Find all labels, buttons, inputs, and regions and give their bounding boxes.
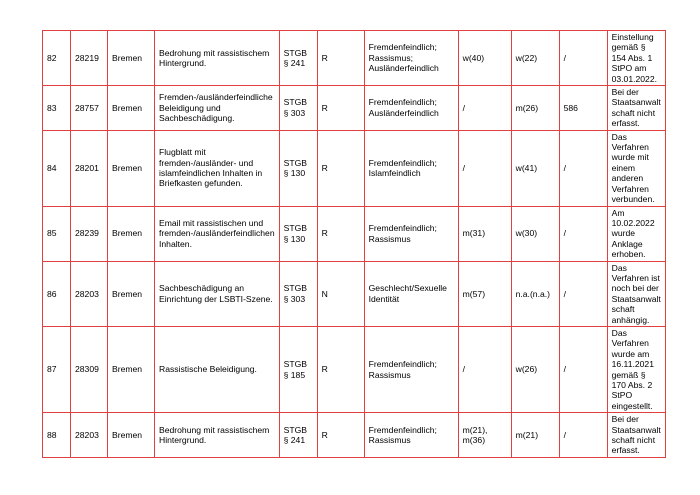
cell-art: R: [317, 86, 364, 131]
cell-norm: STGB § 303: [279, 86, 317, 131]
cell-plz: 28219: [71, 31, 108, 86]
cell-motiv: Fremdenfeindlich; Islamfeindlich: [364, 130, 458, 206]
cell-stand: Bei der Staatsanwalt schaft nicht erfasst.: [607, 86, 665, 131]
cell-ort: Bremen: [108, 130, 155, 206]
table-row: [43, 31, 666, 86]
cell-norm: STGB § 303: [279, 261, 317, 326]
cell-motiv: Fremdenfeindlich; Rassismus: [364, 326, 458, 412]
cell-tat: Fremden-/ausländerfeindliche Beleidigung und Sachbeschädigung.: [155, 86, 280, 131]
cell-plz: 28309: [71, 326, 108, 412]
table-row: [43, 261, 666, 326]
table-row: [43, 326, 666, 412]
cell-motiv: Geschlecht/Sexuelle Identität: [364, 261, 458, 326]
cell-opfer: m(57): [458, 261, 511, 326]
table-row: [43, 206, 666, 261]
cell-schaden: 586: [559, 86, 607, 131]
cell-nr: 85: [43, 206, 71, 261]
table-row: [43, 86, 666, 131]
cell-motiv: Fremdenfeindlich; Rassismus: [364, 206, 458, 261]
cell-schaden: /: [559, 326, 607, 412]
cell-art: N: [317, 261, 364, 326]
cell-norm: STGB § 185: [279, 326, 317, 412]
cell-stand: Das Verfahren wurde am 16.11.2021 gemäß § 170 Abs. 2 StPO eingestellt.: [607, 326, 665, 412]
cell-tat: Flugblatt mit fremden-/ausländer- und islamfeindlichen Inhalten in Briefkasten gefunden.: [155, 130, 280, 206]
cell-stand: Das Verfahren ist noch bei der Staatsanwalt schaft anhängig.: [607, 261, 665, 326]
cell-plz: 28201: [71, 130, 108, 206]
cell-opfer: w(40): [458, 31, 511, 86]
cell-ort: Bremen: [108, 31, 155, 86]
cell-norm: STGB § 241: [279, 31, 317, 86]
cell-ort: Bremen: [108, 261, 155, 326]
cell-ort: Bremen: [108, 206, 155, 261]
cell-nr: 84: [43, 130, 71, 206]
cell-norm: STGB § 241: [279, 413, 317, 458]
cell-taeter: w(22): [511, 31, 559, 86]
case-table-body: [43, 31, 666, 458]
cell-art: R: [317, 31, 364, 86]
cell-plz: 28203: [71, 261, 108, 326]
cell-nr: 83: [43, 86, 71, 131]
cell-tat: Rassistische Beleidigung.: [155, 326, 280, 412]
table-row: [43, 130, 666, 206]
cell-plz: 28203: [71, 413, 108, 458]
cell-stand: Einstellung gemäß § 154 Abs. 1 StPO am 03.01.2022.: [607, 31, 665, 86]
cell-art: R: [317, 206, 364, 261]
cell-taeter: n.a.(n.a.): [511, 261, 559, 326]
cell-motiv: Fremdenfeindlich; Ausländerfeindlich: [364, 86, 458, 131]
cell-nr: 86: [43, 261, 71, 326]
cell-art: R: [317, 326, 364, 412]
cell-schaden: /: [559, 206, 607, 261]
cell-schaden: /: [559, 413, 607, 458]
cell-stand: Am 10.02.2022 wurde Anklage erhoben.: [607, 206, 665, 261]
cell-nr: 88: [43, 413, 71, 458]
cell-tat: Email mit rassistischen und fremden-/ausländerfeindlichen Inhalten.: [155, 206, 280, 261]
cell-ort: Bremen: [108, 326, 155, 412]
cell-schaden: /: [559, 130, 607, 206]
cell-taeter: w(30): [511, 206, 559, 261]
cell-opfer: /: [458, 86, 511, 131]
cell-opfer: m(31): [458, 206, 511, 261]
cell-taeter: m(21): [511, 413, 559, 458]
cell-nr: 82: [43, 31, 71, 86]
cell-taeter: w(26): [511, 326, 559, 412]
cell-schaden: /: [559, 31, 607, 86]
cell-art: R: [317, 413, 364, 458]
cell-motiv: Fremdenfeindlich; Rassismus: [364, 413, 458, 458]
cell-plz: 28239: [71, 206, 108, 261]
cell-taeter: m(26): [511, 86, 559, 131]
cell-stand: Bei der Staatsanwalt schaft nicht erfasst.: [607, 413, 665, 458]
cell-tat: Bedrohung mit rassistischem Hintergrund.: [155, 31, 280, 86]
cell-schaden: /: [559, 261, 607, 326]
cell-opfer: m(21), m(36): [458, 413, 511, 458]
cell-norm: STGB § 130: [279, 130, 317, 206]
cell-ort: Bremen: [108, 413, 155, 458]
table-row: [43, 413, 666, 458]
cell-tat: Bedrohung mit rassistischem Hintergrund.: [155, 413, 280, 458]
cell-motiv: Fremdenfeindlich; Rassismus; Ausländerfeindlich: [364, 31, 458, 86]
cell-art: R: [317, 130, 364, 206]
cell-plz: 28757: [71, 86, 108, 131]
cell-opfer: /: [458, 326, 511, 412]
cell-tat: Sachbeschädigung an Einrichtung der LSBTI-Szene.: [155, 261, 280, 326]
cell-ort: Bremen: [108, 86, 155, 131]
cell-nr: 87: [43, 326, 71, 412]
cell-norm: STGB § 130: [279, 206, 317, 261]
cell-opfer: /: [458, 130, 511, 206]
case-table: [42, 30, 666, 458]
cell-stand: Das Verfahren wurde mit einem anderen Verfahren verbunden.: [607, 130, 665, 206]
cell-taeter: w(41): [511, 130, 559, 206]
